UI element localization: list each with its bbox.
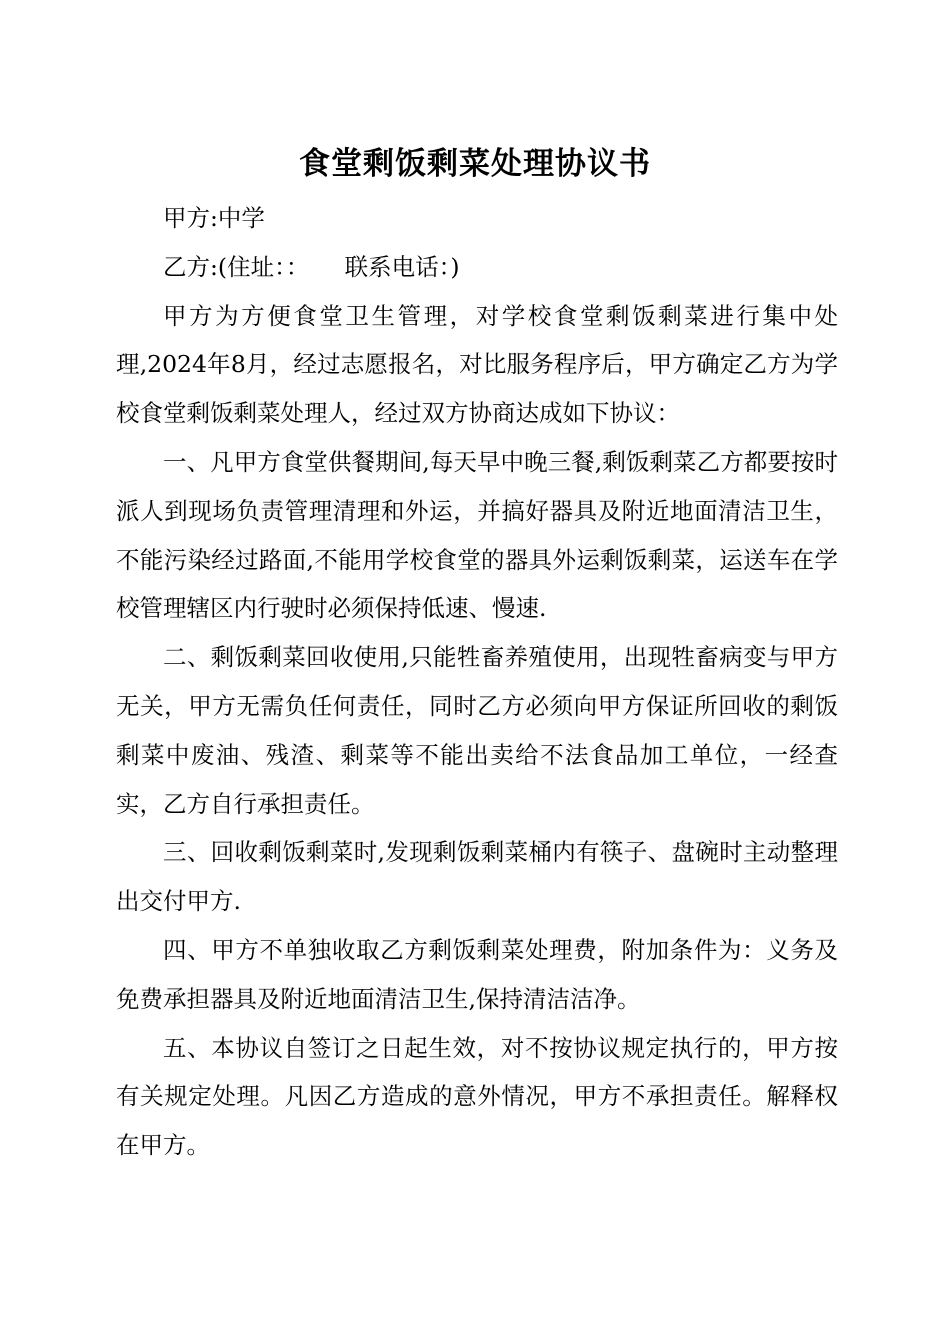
clause-1-paragraph: 一、凡甲方食堂供餐期间,每天早中晚三餐,剩饭剩菜乙方都要按时派人到现场负责管理清理和外运，并搞好器具及附近地面清洁卫生，不能污染经过路面,不能用学校食堂的器具外运剩饭剩菜，运送车在学校管理辖区内行驶时必须保持低速、慢速. [116,447,838,623]
clause-5-paragraph: 五、本协议自签订之日起生效，对不按协议规定执行的，甲方按有关规定处理。凡因乙方造成的意外情况，甲方不承担责任。解释权在甲方。 [116,1033,838,1160]
clause-2-paragraph: 二、剩饭剩菜回收使用,只能牲畜养殖使用，出现牲畜病变与甲方无关，甲方无需负任何责任，同时乙方必须向甲方保证所回收的剩饭剩菜中废油、残渣、剩菜等不能出卖给不法食品加工单位，一经查实，乙方自行承担责任。 [116,643,838,818]
document-title: 食堂剩饭剩菜处理协议书 [299,146,651,182]
intro-paragraph: 甲方为方便食堂卫生管理，对学校食堂剩饭剩菜进行集中处理,2024年8月，经过志愿报名，对比服务程序后，甲方确定乙方为学校食堂剩饭剩菜处理人，经过双方协商达成如下协议： [116,301,838,428]
clause-4-paragraph: 四、甲方不单独收取乙方剩饭剩菜处理费，附加条件为：义务及免费承担器具及附近地面清洁卫生,保持清洁洁净。 [116,935,838,1013]
clause-3-paragraph: 三、回收剩饭剩菜时,发现剩饭剩菜桶内有筷子、盘碗时主动整理出交付甲方. [116,838,838,916]
party-b-line: 乙方:(住址：： 联系电话：) [163,252,460,281]
party-a-line: 甲方:中学 [163,204,265,232]
document-body [116,194,838,1170]
